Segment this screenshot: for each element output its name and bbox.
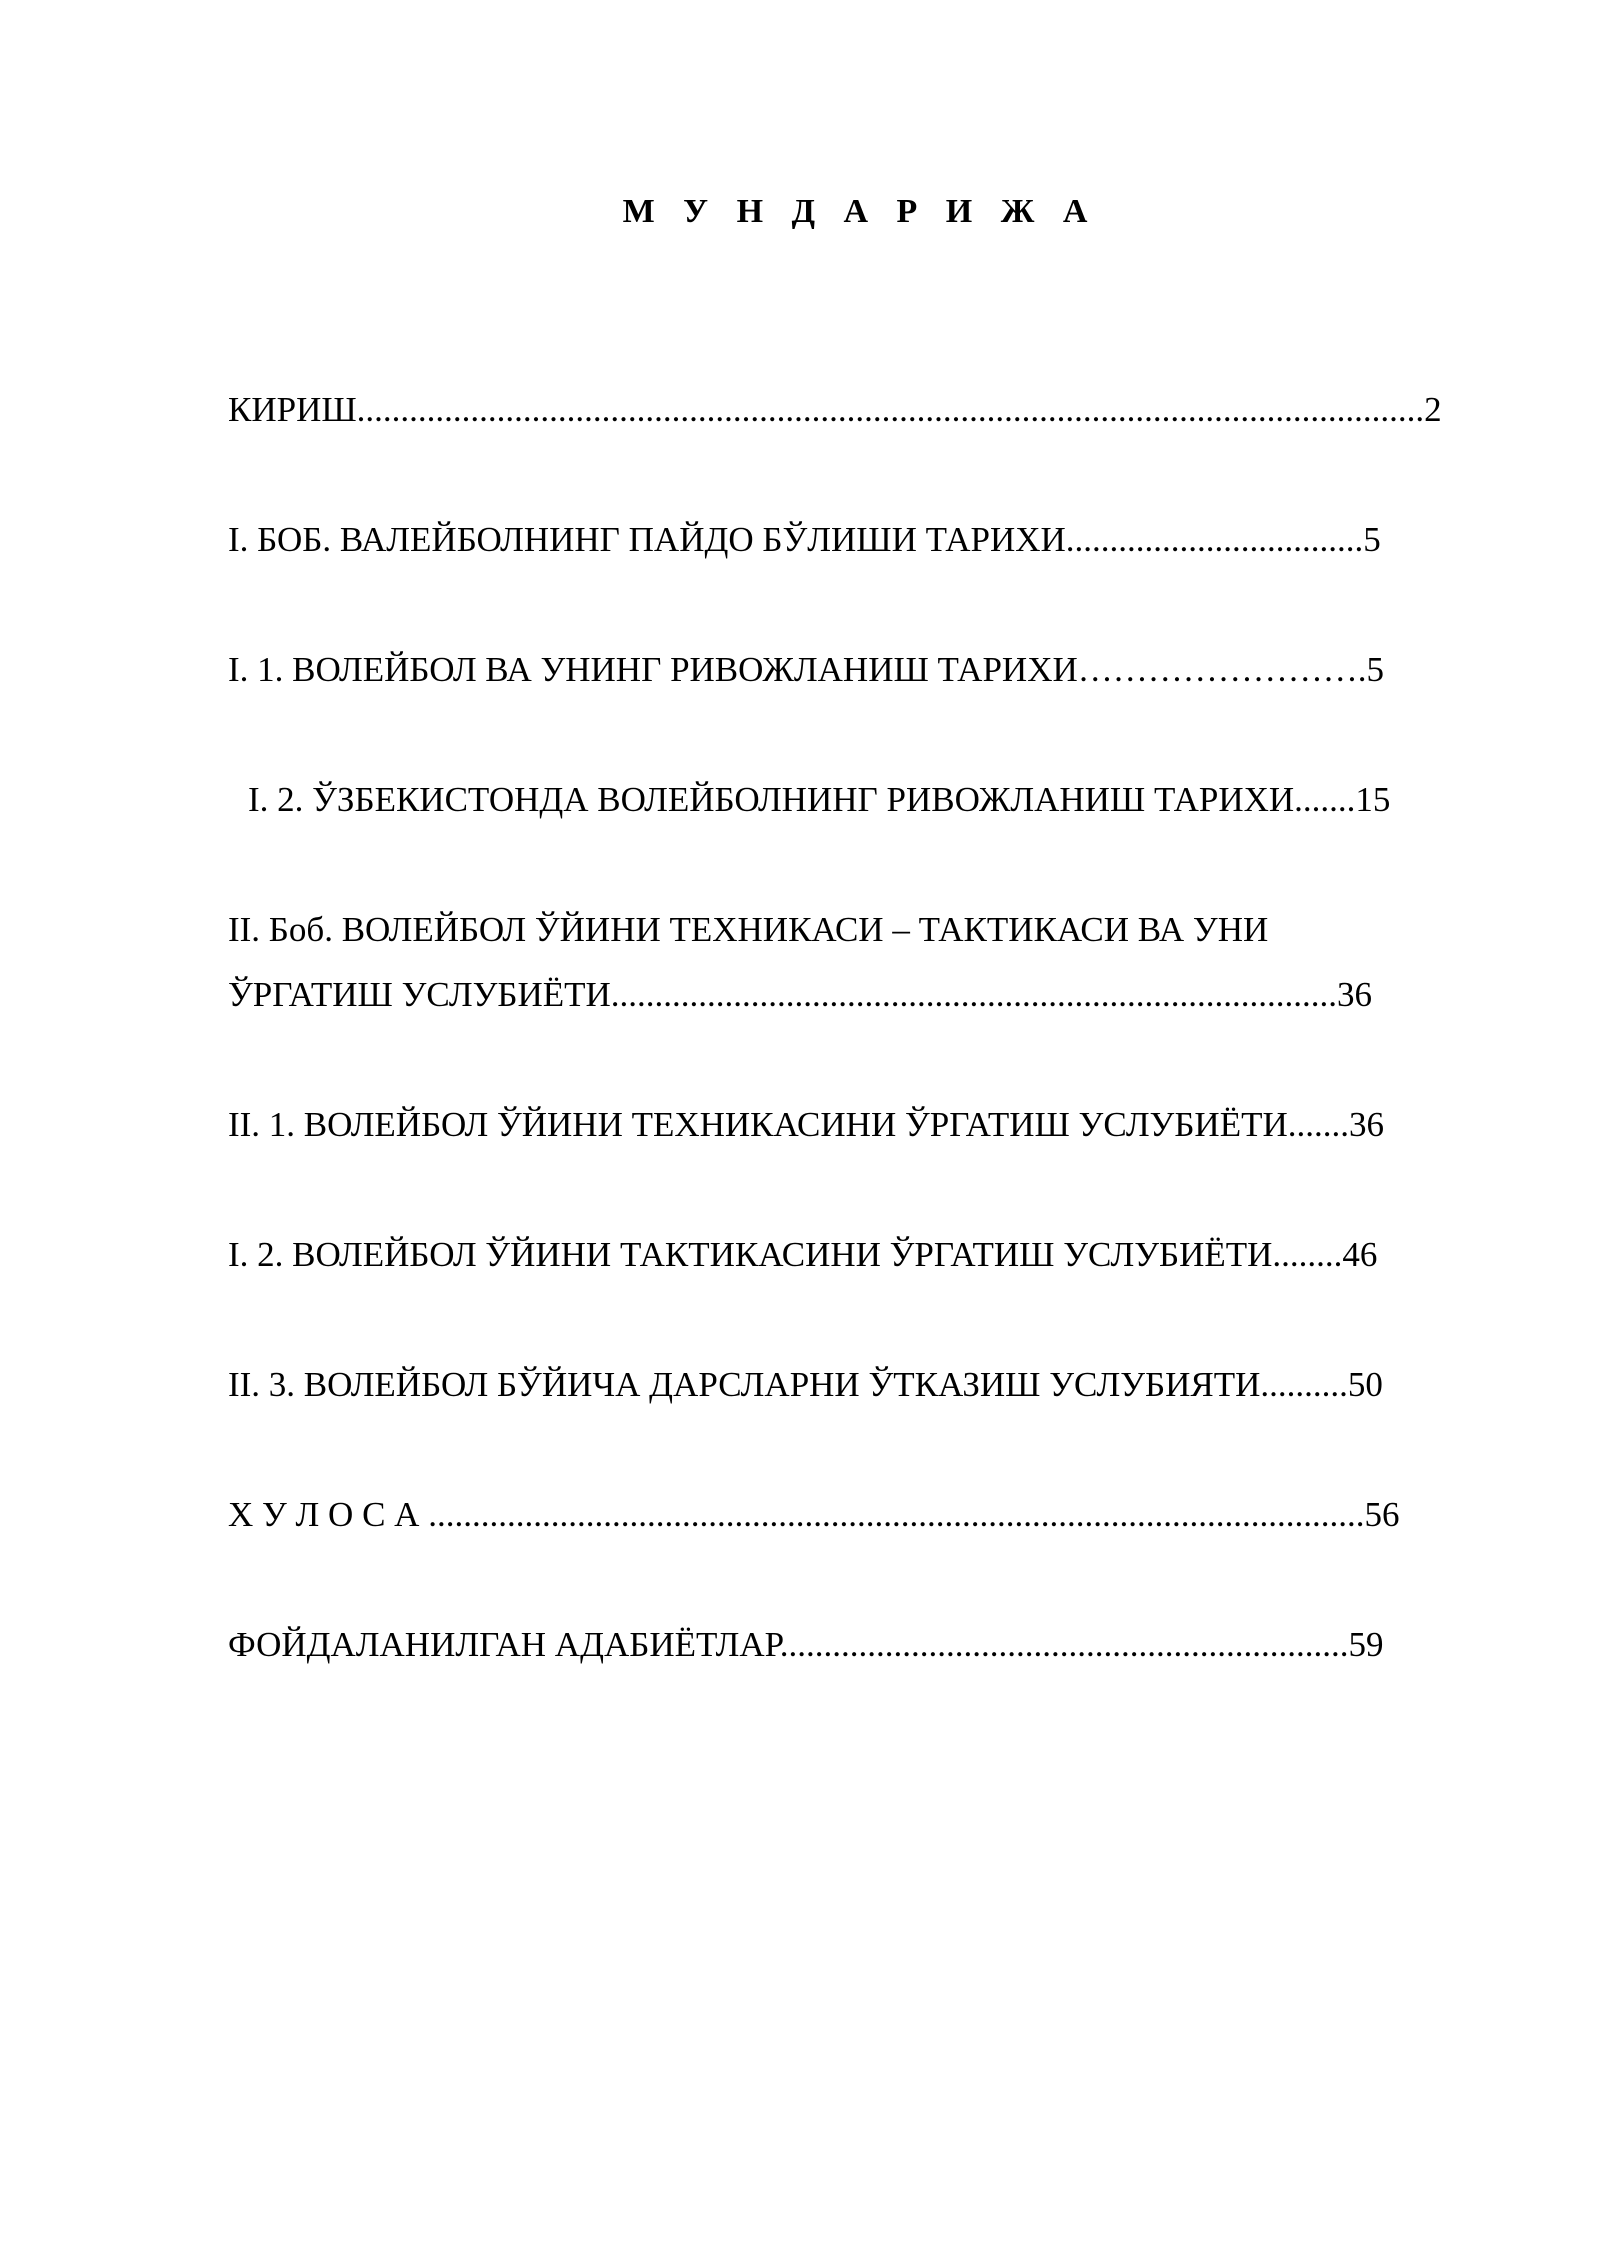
page-title: М У Н Д А Р И Ж А — [622, 193, 1098, 230]
toc-entry-intro: КИРИШ..........................................................................................................................2 — [228, 390, 1442, 429]
toc-entry-section-2-3: II. 3. ВОЛЕЙБОЛ БЎЙИЧА ДАРСЛАРНИ ЎТКАЗИШ УСЛУБИЯТИ..........50 — [228, 1365, 1383, 1404]
toc-entry-section-1-2: I. 2. ЎЗБЕКИСТОНДА ВОЛЕЙБОЛНИНГ РИВОЖЛАНИШ ТАРИХИ.......15 — [248, 780, 1391, 819]
toc-entry-chapter-1: I. БОБ. ВАЛЕЙБОЛНИНГ ПАЙДО БЎЛИШИ ТАРИХИ..................................5 — [228, 520, 1381, 559]
toc-entry-references: ФОЙДАЛАНИЛГАН АДАБИЁТЛАР.................................................................59 — [228, 1625, 1384, 1664]
toc-entry-chapter-2-line-2: ЎРГАТИШ УСЛУБИЁТИ...................................................................................36 — [228, 975, 1373, 1014]
toc-entry-section-2-2: I. 2. ВОЛЕЙБОЛ ЎЙИНИ ТАКТИКАСИНИ ЎРГАТИШ УСЛУБИЁТИ........46 — [228, 1235, 1378, 1274]
toc-entry-section-2-1: II. 1. ВОЛЕЙБОЛ ЎЙИНИ ТЕХНИКАСИНИ ЎРГАТИШ УСЛУБИЁТИ.......36 — [228, 1105, 1384, 1144]
toc-entry-chapter-2-line-1: II. Боб. ВОЛЕЙБОЛ ЎЙИНИ ТЕХНИКАСИ – ТАКТИКАСИ ВА УНИ — [228, 910, 1269, 949]
toc-entry-section-1-1: I. 1. ВОЛЕЙБОЛ ВА УНИНГ РИВОЖЛАНИШ ТАРИХИ…………………….5 — [228, 650, 1384, 689]
toc-entry-conclusion: Х У Л О С А ...........................................................................................................56 — [228, 1495, 1400, 1534]
